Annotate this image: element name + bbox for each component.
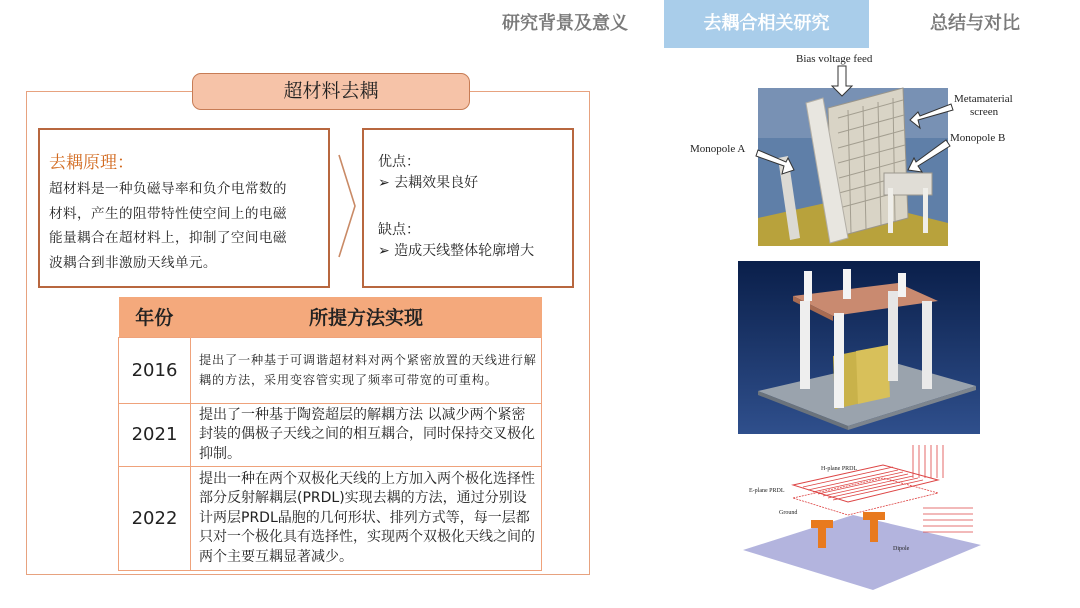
principle-heading: 去耦原理：	[49, 153, 134, 173]
principle-line: 材料，产生的阻带特性使空间上的电磁	[49, 205, 287, 222]
year-cell: 2021	[119, 403, 191, 467]
header-method: 所提方法实现	[191, 297, 542, 337]
eplane-label: E-plane PRDL	[749, 488, 785, 494]
principle-line: 波耦合到非激励天线单元。	[49, 254, 217, 271]
figure-metamaterial-screen	[688, 48, 1030, 246]
bias-voltage-label: Bias voltage feed	[796, 53, 873, 65]
pros-cons-box	[362, 128, 574, 288]
pros-item: ➢ 去耦效果良好	[378, 175, 479, 191]
panel-title: 超材料去耦	[192, 73, 470, 110]
table-row	[119, 403, 542, 467]
year-cell: 2016	[119, 337, 191, 403]
header-year: 年份	[119, 297, 191, 337]
ground-label: Ground	[779, 510, 798, 516]
cons-item: ➢ 造成天线整体轮廓增大	[378, 243, 535, 259]
table-row	[119, 467, 542, 571]
table-row	[119, 337, 542, 403]
principle-line: 能量耦合在超材料上，抑制了空间电磁	[49, 230, 287, 247]
tab-research-background[interactable]: 研究背景及意义	[502, 13, 628, 34]
principle-line: 超材料是一种负磁导率和负介电常数的	[49, 181, 287, 197]
figure-prdl-diagram	[733, 440, 983, 590]
monopole-b-label: Monopole B	[950, 132, 1006, 144]
top-nav	[470, 0, 1080, 48]
tab-decoupling-research[interactable]: 去耦合相关研究	[664, 0, 869, 48]
chevron-right-icon	[337, 153, 357, 259]
pros-label: 优点：	[378, 154, 420, 170]
desc-cell: 提出了一种基于陶瓷超层的解耦方法 以减少两个紧密封装的偶极子天线之间的相互耦合，同时保持交叉极化抑制。	[191, 403, 542, 467]
hplane-label: H-plane PRDL	[821, 466, 858, 472]
screen-label: screen	[970, 106, 999, 118]
principle-box	[38, 128, 330, 288]
figure-ceramic-superlayer	[738, 261, 980, 434]
tab-summary-comparison[interactable]: 总结与对比	[930, 13, 1020, 34]
metamaterial-label: Metamaterial	[954, 93, 1013, 105]
dipole-label: Dipole	[893, 546, 910, 552]
desc-cell: 提出了一种基于可调谐超材料对两个紧密放置的天线进行解耦的方法，采用变容管实现了频率可带宽的可重构。	[191, 337, 542, 403]
desc-cell: 提出一种在两个双极化天线的上方加入两个极化选择性部分反射解耦层(PRDL)实现去耦的方法，通过分别设计两层PRDL晶胞的几何形状、排列方式等，每一层都只对一个极化具有选择性，实现两个双极化天线之间的两个主要互耦显著减少。	[191, 467, 542, 571]
methods-table	[118, 297, 542, 571]
monopole-a-label: Monopole A	[690, 143, 746, 155]
cons-label: 缺点：	[378, 222, 420, 238]
year-cell: 2022	[119, 467, 191, 571]
principle-text	[49, 177, 320, 275]
